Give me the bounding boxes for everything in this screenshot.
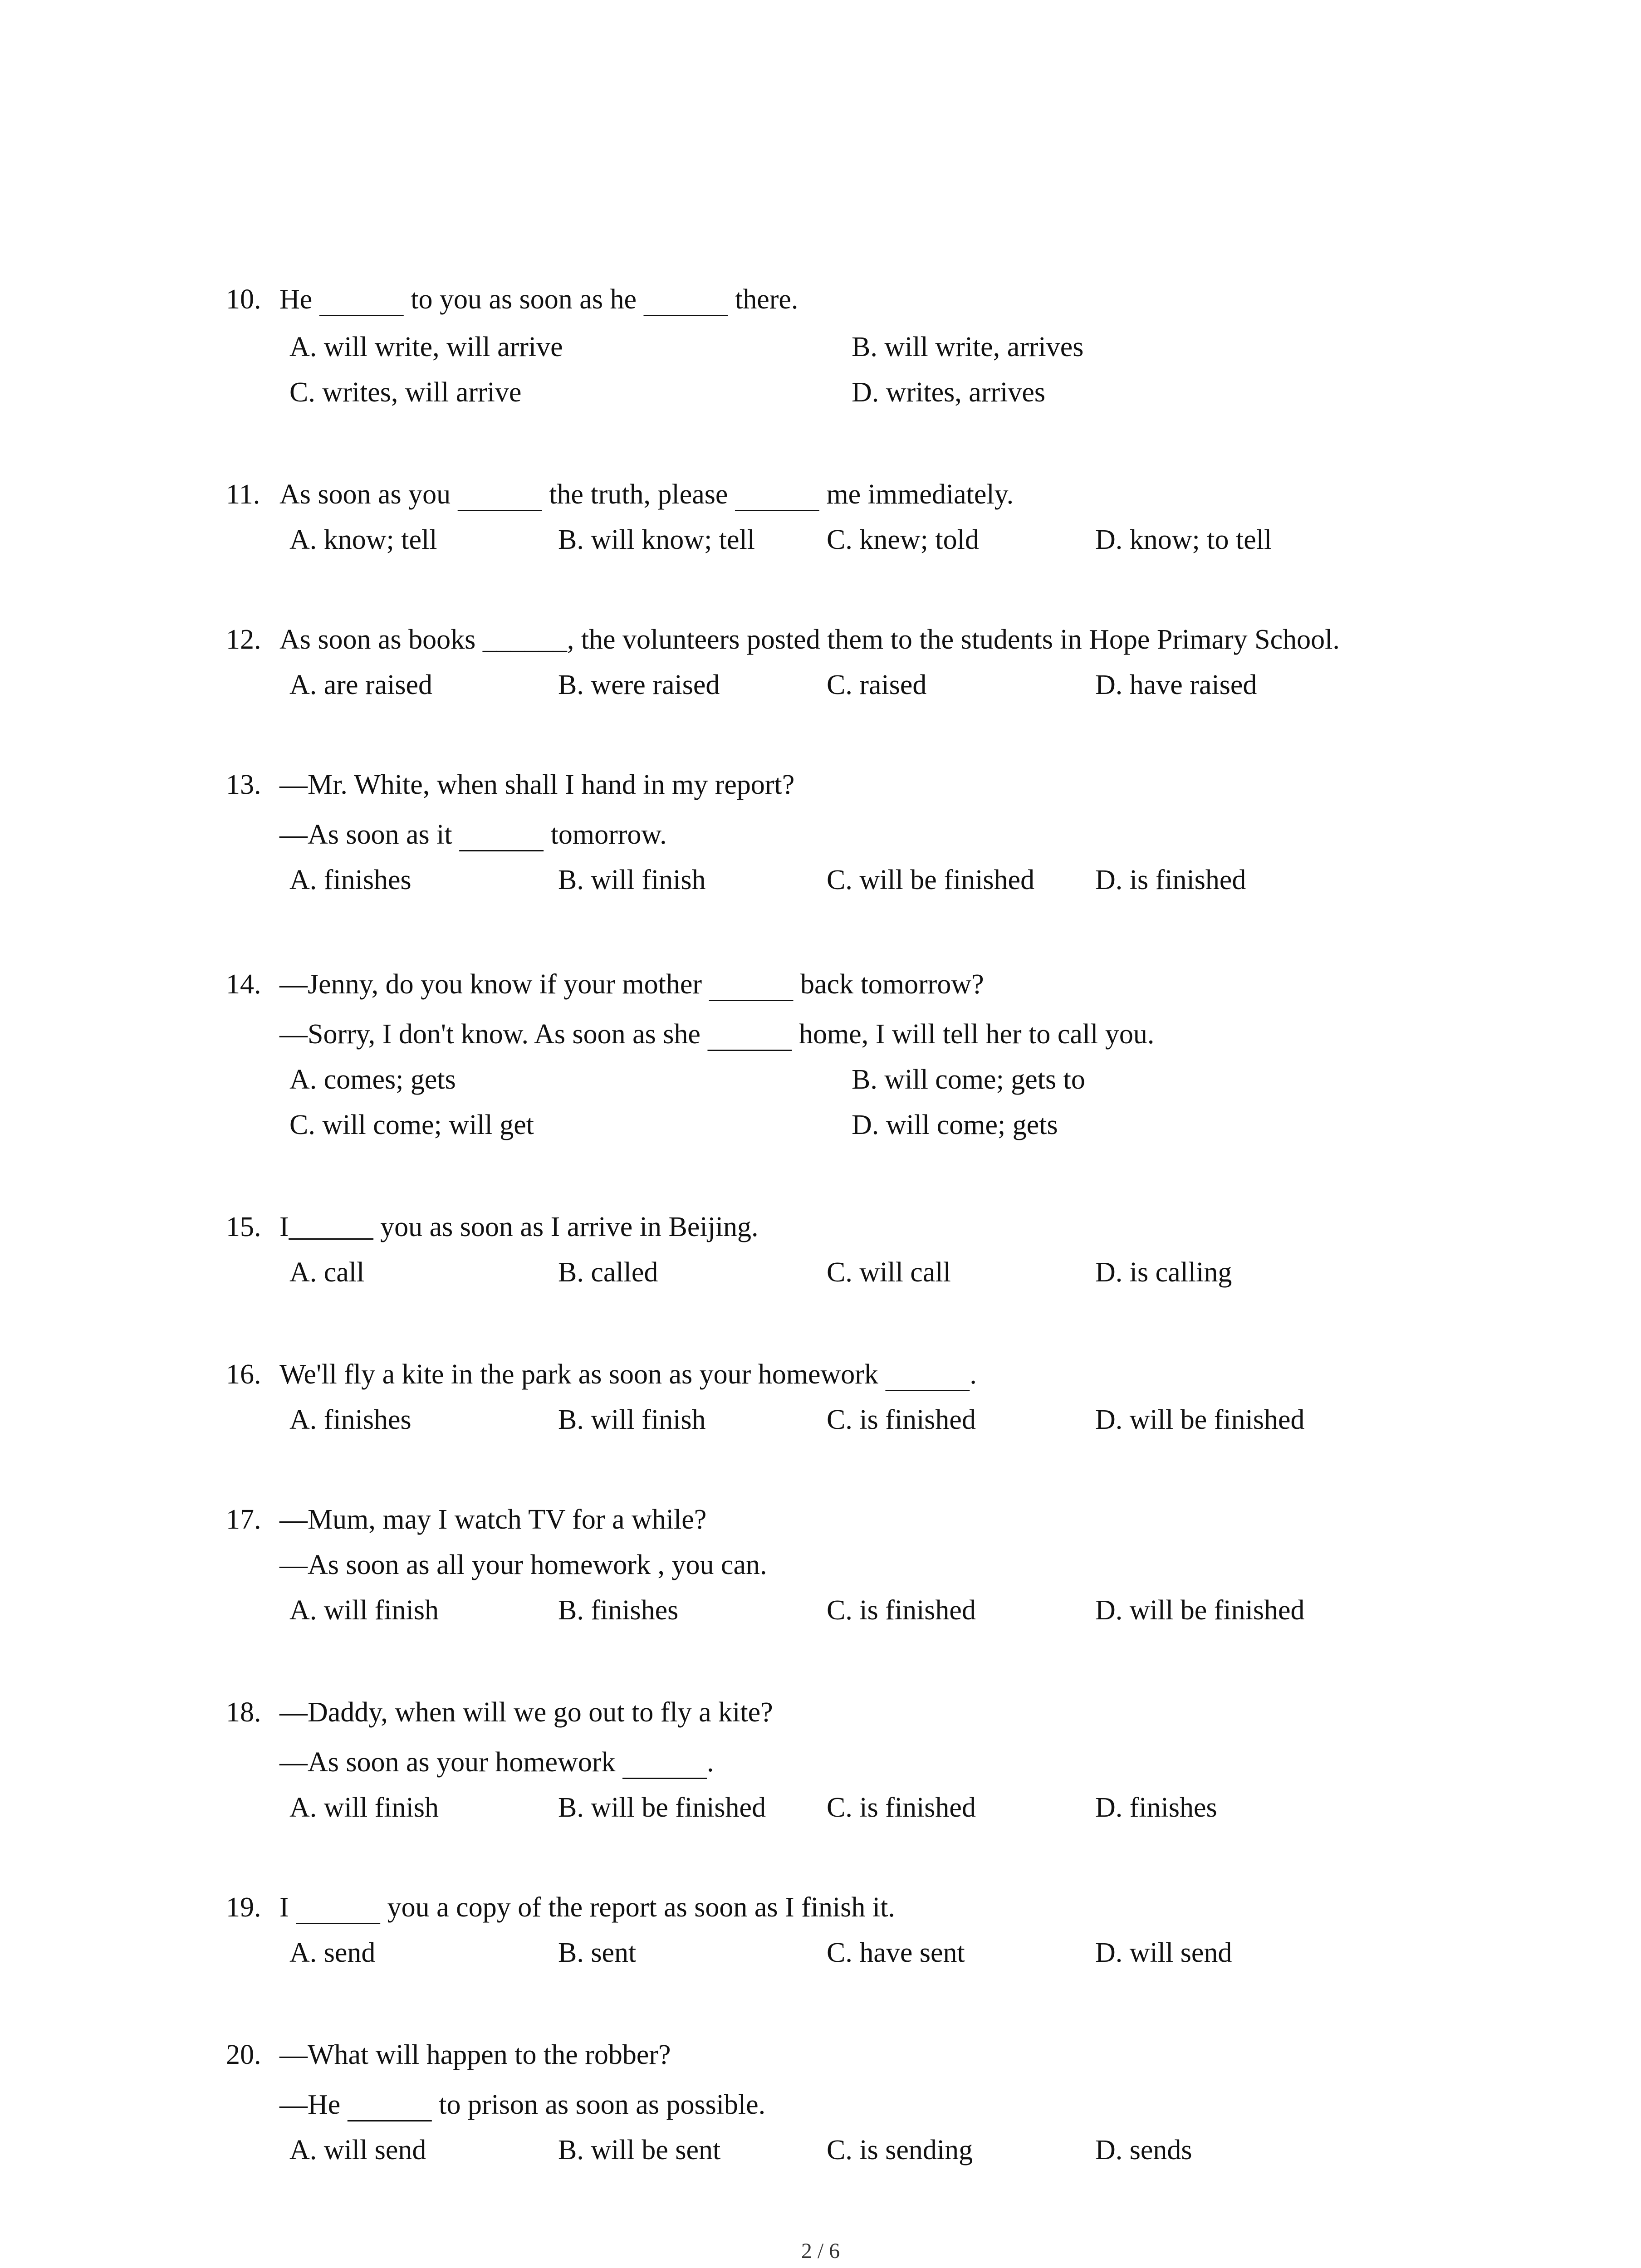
question-number: 20. bbox=[226, 2039, 261, 2070]
answer-option: C. raised bbox=[827, 670, 927, 700]
answer-option: D. have raised bbox=[1095, 670, 1257, 700]
answer-option: A. will finish bbox=[289, 1792, 439, 1823]
answer-blank bbox=[348, 2089, 432, 2120]
question-number: 10. bbox=[226, 284, 261, 315]
stem-text: you as soon as I arrive in Beijing. bbox=[373, 1212, 759, 1242]
question-number: 19. bbox=[226, 1892, 261, 1923]
stem-text: you a copy of the report as soon as I finish it. bbox=[380, 1892, 895, 1923]
answer-option: A. will write, will arrive bbox=[289, 332, 563, 362]
answer-blank bbox=[459, 819, 544, 850]
answer-option: D. will be finished bbox=[1095, 1404, 1305, 1435]
question-stem bbox=[279, 476, 1014, 513]
stem-text: We'll fly a kite in the park as soon as your homework bbox=[279, 1359, 886, 1390]
answer-option: C. have sent bbox=[827, 1937, 965, 1968]
stem-text: —Mr. White, when shall I hand in my report? bbox=[279, 769, 795, 800]
answer-option: B. sent bbox=[558, 1937, 637, 1968]
answer-option: C. writes, will arrive bbox=[289, 377, 522, 408]
stem-text: . bbox=[970, 1359, 977, 1390]
answer-blank bbox=[709, 969, 794, 1000]
answer-blank bbox=[319, 284, 404, 315]
answer-option: A. will send bbox=[289, 2135, 426, 2165]
question-stem bbox=[279, 816, 667, 853]
stem-text: —As soon as all your homework , you can. bbox=[279, 1549, 767, 1580]
question-stem bbox=[279, 966, 984, 1002]
stem-text: me immediately. bbox=[819, 479, 1014, 510]
answer-option: D. is calling bbox=[1095, 1257, 1232, 1288]
answer-option: A. finishes bbox=[289, 1404, 411, 1435]
stem-text: —As soon as your homework bbox=[279, 1747, 622, 1778]
stem-text: As soon as you bbox=[279, 479, 458, 510]
answer-option: B. will know; tell bbox=[558, 524, 755, 555]
answer-option: C. is sending bbox=[827, 2135, 973, 2165]
stem-text: there. bbox=[728, 284, 798, 315]
stem-text: —He bbox=[279, 2089, 348, 2120]
stem-text: He bbox=[279, 284, 319, 315]
question-stem bbox=[279, 621, 1340, 658]
answer-option: A. comes; gets bbox=[289, 1064, 456, 1095]
answer-option: D. will send bbox=[1095, 1937, 1232, 1968]
stem-text: . bbox=[707, 1747, 714, 1778]
answer-option: B. will finish bbox=[558, 1404, 706, 1435]
stem-text: to you as soon as he bbox=[403, 284, 644, 315]
question-stem bbox=[279, 1547, 767, 1583]
question-stem bbox=[279, 1356, 977, 1393]
answer-blank bbox=[885, 1359, 970, 1390]
question-number: 12. bbox=[226, 624, 261, 655]
question-number: 17. bbox=[226, 1504, 261, 1535]
answer-option: B. will write, arrives bbox=[852, 332, 1084, 362]
question-stem bbox=[279, 1889, 895, 1926]
answer-option: B. called bbox=[558, 1257, 658, 1288]
stem-text: tomorrow. bbox=[544, 819, 667, 850]
question-stem bbox=[279, 281, 798, 318]
answer-option: B. will come; gets to bbox=[852, 1064, 1085, 1095]
answer-blank bbox=[458, 479, 542, 510]
answer-option: D. writes, arrives bbox=[852, 377, 1045, 408]
question-number: 16. bbox=[226, 1359, 261, 1390]
answer-option: B. were raised bbox=[558, 670, 720, 700]
answer-option: A. finishes bbox=[289, 865, 411, 895]
question-number: 11. bbox=[226, 479, 260, 510]
answer-option: C. is finished bbox=[827, 1404, 976, 1435]
answer-option: C. will be finished bbox=[827, 865, 1035, 895]
stem-text: the truth, please bbox=[542, 479, 735, 510]
question-stem bbox=[279, 1209, 759, 1245]
page-number: 2 / 6 bbox=[801, 2239, 840, 2263]
question-number: 13. bbox=[226, 769, 261, 800]
answer-option: B. will be sent bbox=[558, 2135, 721, 2165]
answer-option: D. sends bbox=[1095, 2135, 1192, 2165]
question-number: 15. bbox=[226, 1212, 261, 1242]
stem-text: to prison as soon as possible. bbox=[431, 2089, 766, 2120]
stem-text: As soon as books bbox=[279, 624, 483, 655]
answer-option: D. is finished bbox=[1095, 865, 1246, 895]
answer-option: A. know; tell bbox=[289, 524, 437, 555]
stem-text: home, I will tell her to call you. bbox=[792, 1019, 1155, 1050]
answer-option: A. are raised bbox=[289, 670, 432, 700]
question-stem bbox=[279, 1016, 1154, 1052]
stem-text: —As soon as it bbox=[279, 819, 460, 850]
question-stem bbox=[279, 1744, 714, 1780]
answer-option: D. finishes bbox=[1095, 1792, 1217, 1823]
answer-blank bbox=[643, 284, 728, 315]
stem-text: I bbox=[279, 1212, 289, 1242]
answer-option: C. will come; will get bbox=[289, 1110, 534, 1140]
answer-option: B. will be finished bbox=[558, 1792, 766, 1823]
stem-text: —What will happen to the robber? bbox=[279, 2039, 671, 2070]
answer-option: D. will come; gets bbox=[852, 1110, 1058, 1140]
answer-blank: ______ bbox=[289, 1212, 373, 1242]
answer-option: C. is finished bbox=[827, 1792, 976, 1823]
question-number: 14. bbox=[226, 969, 261, 1000]
answer-blank: ______ bbox=[482, 624, 567, 655]
answer-option: D. know; to tell bbox=[1095, 524, 1272, 555]
answer-option: B. will finish bbox=[558, 865, 706, 895]
stem-text: I bbox=[279, 1892, 296, 1923]
stem-text: —Mum, may I watch TV for a while? bbox=[279, 1504, 707, 1535]
answer-option: D. will be finished bbox=[1095, 1595, 1305, 1626]
stem-text: —Daddy, when will we go out to fly a kite? bbox=[279, 1697, 773, 1728]
stem-text: , the volunteers posted them to the students in Hope Primary School. bbox=[567, 624, 1340, 655]
question-stem bbox=[279, 2037, 671, 2073]
answer-option: B. finishes bbox=[558, 1595, 679, 1626]
answer-option: C. knew; told bbox=[827, 524, 979, 555]
answer-blank bbox=[707, 1019, 792, 1050]
stem-text: —Jenny, do you know if your mother bbox=[279, 969, 709, 1000]
answer-blank bbox=[735, 479, 819, 510]
stem-text: back tomorrow? bbox=[793, 969, 984, 1000]
answer-option: C. is finished bbox=[827, 1595, 976, 1626]
question-stem bbox=[279, 767, 794, 803]
answer-option: A. will finish bbox=[289, 1595, 439, 1626]
stem-text: —Sorry, I don't know. As soon as she bbox=[279, 1019, 708, 1050]
answer-option: C. will call bbox=[827, 1257, 951, 1288]
question-number: 18. bbox=[226, 1697, 261, 1728]
answer-blank bbox=[296, 1892, 380, 1923]
question-stem bbox=[279, 1501, 706, 1538]
question-stem bbox=[279, 1694, 773, 1730]
answer-blank bbox=[622, 1747, 707, 1778]
answer-option: A. call bbox=[289, 1257, 365, 1288]
answer-option: A. send bbox=[289, 1937, 376, 1968]
question-stem bbox=[279, 2087, 765, 2123]
